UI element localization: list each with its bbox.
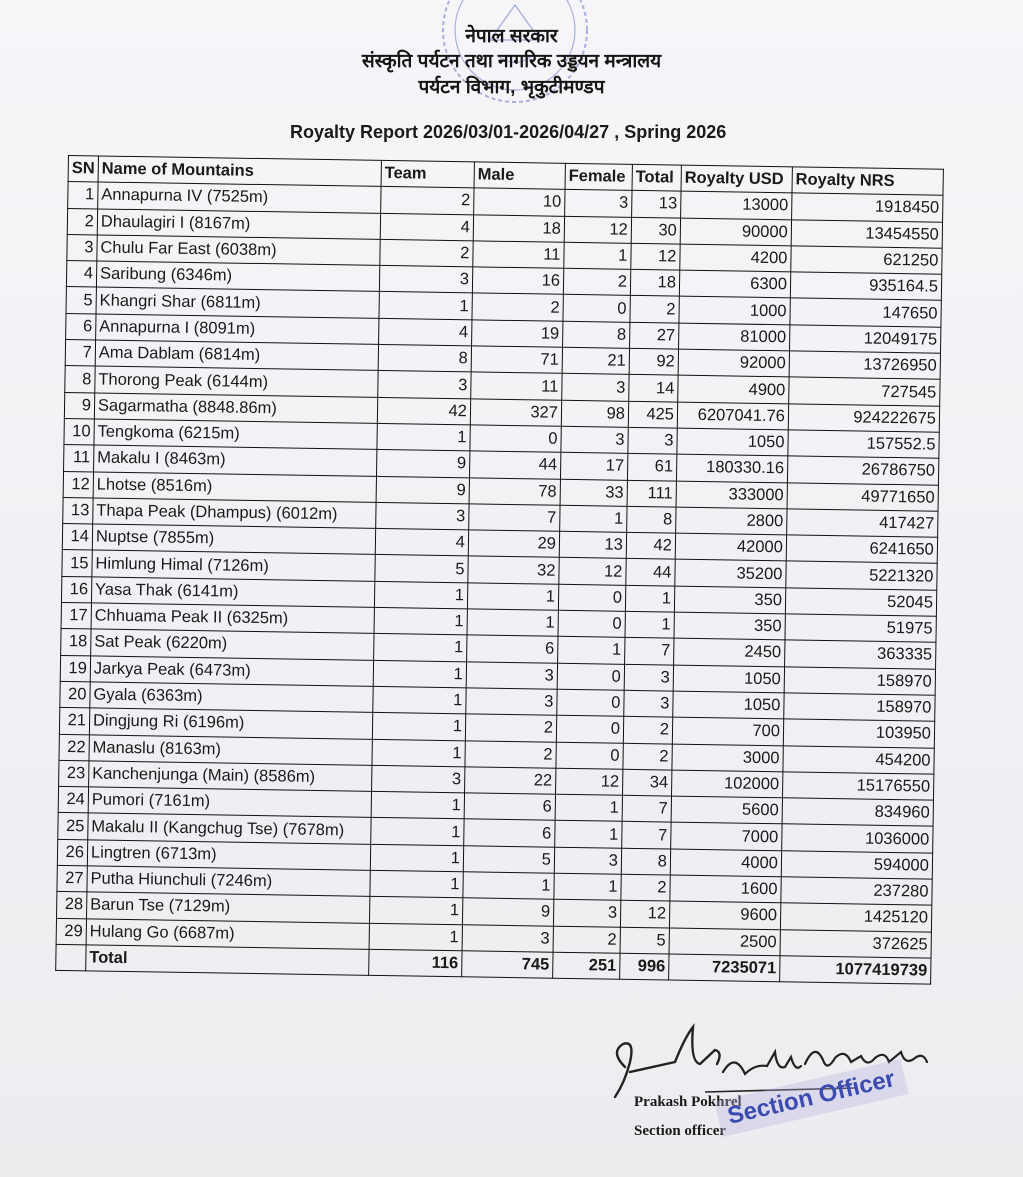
- cell-female: 0: [556, 742, 623, 769]
- cell-name: Lingtren (6713m): [87, 840, 370, 871]
- cell-male: 78: [469, 477, 560, 505]
- cell-royalty-usd: 4000: [670, 849, 781, 877]
- cell-sn: 10: [64, 418, 94, 445]
- totals-royalty-usd: 7235071: [669, 954, 780, 982]
- cell-team: 1: [370, 844, 463, 872]
- cell-male: 2: [465, 714, 556, 742]
- cell-name: Chhuama Peak II (6325m): [91, 603, 374, 634]
- cell-team: 1: [369, 897, 462, 925]
- cell-total: 3: [624, 664, 673, 691]
- cell-sn: 21: [59, 708, 89, 735]
- cell-team: 1: [379, 292, 472, 320]
- cell-royalty-nrs: 158970: [784, 666, 935, 695]
- cell-sn: 4: [66, 261, 96, 288]
- cell-male: 7: [469, 504, 560, 532]
- cell-royalty-usd: 2500: [669, 928, 780, 956]
- cell-royalty-usd: 9600: [669, 901, 780, 929]
- cell-royalty-nrs: 158970: [784, 693, 935, 722]
- cell-name: Yasa Thak (6141m): [91, 577, 374, 608]
- column-header-royalty-nrs: Royalty NRS: [792, 167, 943, 196]
- cell-total: 61: [627, 454, 676, 481]
- cell-male: 3: [466, 661, 557, 689]
- cell-name: Chulu Far East (6038m): [97, 235, 380, 266]
- cell-royalty-nrs: 12049175: [789, 325, 940, 354]
- cell-royalty-usd: 1000: [679, 297, 790, 325]
- cell-name: Himlung Himal (7126m): [92, 550, 375, 581]
- cell-male: 327: [470, 399, 561, 427]
- cell-total: 12: [620, 901, 669, 928]
- cell-total: 44: [626, 559, 675, 586]
- cell-male: 9: [462, 898, 553, 926]
- cell-royalty-usd: 2450: [673, 638, 784, 666]
- cell-royalty-usd: 42000: [675, 533, 786, 561]
- cell-royalty-nrs: 621250: [791, 246, 942, 275]
- totals-team: 116: [369, 949, 462, 977]
- cell-sn: 9: [64, 392, 94, 419]
- cell-team: 2: [381, 187, 474, 215]
- cell-male: 11: [473, 241, 564, 269]
- cell-name: Makalu I (8463m): [93, 445, 376, 476]
- cell-name: Dingjung Ri (6196m): [89, 708, 372, 739]
- cell-team: 9: [376, 450, 469, 478]
- cell-sn: 23: [59, 760, 89, 787]
- cell-total: 18: [630, 270, 679, 297]
- cell-male: 11: [471, 372, 562, 400]
- cell-female: 17: [560, 453, 627, 480]
- cell-team: 4: [378, 318, 471, 346]
- cell-female: 1: [564, 242, 631, 269]
- cell-male: 1: [467, 609, 558, 637]
- cell-name: Sat Peak (6220m): [91, 629, 374, 660]
- table-body: [56, 182, 943, 958]
- cell-team: 8: [378, 344, 471, 372]
- cell-royalty-nrs: 834960: [782, 798, 933, 827]
- header-ministry-name: संस्कृति पर्यटन तथा नागरिक उड्डयन मन्त्रालय: [361, 51, 662, 72]
- cell-male: 18: [473, 214, 564, 242]
- cell-sn: 8: [65, 366, 95, 393]
- cell-royalty-nrs: 13726950: [789, 351, 940, 380]
- cell-total: 92: [629, 348, 678, 375]
- cell-female: 13: [559, 531, 626, 558]
- cell-female: 1: [558, 637, 625, 664]
- cell-total: 3: [624, 690, 673, 717]
- cell-female: 21: [562, 347, 629, 374]
- cell-male: 10: [474, 188, 565, 216]
- cell-male: 1: [467, 583, 558, 611]
- cell-royalty-usd: 13000: [681, 191, 792, 219]
- totals-total: 996: [620, 953, 669, 980]
- cell-male: 6: [464, 819, 555, 847]
- cell-team: 1: [377, 423, 470, 451]
- cell-royalty-nrs: 52045: [785, 588, 936, 617]
- cell-female: 3: [561, 426, 628, 453]
- signatory-title: Section officer: [634, 1123, 727, 1139]
- cell-female: 1: [560, 505, 627, 532]
- cell-royalty-usd: 4200: [680, 244, 791, 272]
- cell-sn: 19: [60, 655, 90, 682]
- cell-team: 3: [376, 502, 469, 530]
- cell-royalty-nrs: 454200: [783, 745, 934, 774]
- cell-sn: 20: [60, 681, 90, 708]
- column-header-name: Name of Mountains: [98, 156, 381, 187]
- cell-name: Kanchenjunga (Main) (8586m): [88, 761, 371, 792]
- cell-royalty-nrs: 103950: [783, 719, 934, 748]
- cell-team: 1: [371, 791, 464, 819]
- cell-sn: 28: [57, 892, 87, 919]
- cell-name: Gyala (6363m): [90, 682, 373, 713]
- cell-royalty-usd: 35200: [675, 560, 786, 588]
- cell-female: 1: [554, 873, 621, 900]
- cell-team: 1: [374, 634, 467, 662]
- cell-royalty-nrs: 924222675: [788, 404, 939, 433]
- cell-total: 7: [622, 822, 671, 849]
- cell-sn: 13: [63, 497, 93, 524]
- cell-royalty-nrs: 26786750: [787, 456, 938, 485]
- cell-team: 1: [369, 923, 462, 951]
- totals-label: Total: [86, 945, 369, 976]
- cell-sn: 7: [65, 340, 95, 367]
- cell-sn: 15: [62, 550, 92, 577]
- cell-sn: 14: [62, 524, 92, 551]
- cell-team: 42: [377, 397, 470, 425]
- cell-team: 1: [372, 739, 465, 767]
- cell-royalty-usd: 1050: [673, 691, 784, 719]
- cell-male: 44: [469, 451, 560, 479]
- cell-sn: 3: [67, 234, 97, 261]
- cell-total: 1: [625, 611, 674, 638]
- cell-name: Thapa Peak (Dhampus) (6012m): [93, 498, 376, 529]
- cell-sn: 27: [57, 865, 87, 892]
- cell-male: 5: [463, 846, 554, 874]
- cell-name: Saribung (6346m): [96, 261, 379, 292]
- cell-sn: 6: [66, 313, 96, 340]
- cell-female: 2: [553, 926, 620, 953]
- cell-royalty-nrs: 15176550: [782, 772, 933, 801]
- cell-royalty-usd: 4900: [678, 375, 789, 403]
- cell-female: 3: [553, 900, 620, 927]
- cell-male: 16: [472, 267, 563, 295]
- column-header-sn: SN: [68, 156, 98, 183]
- cell-sn: 12: [63, 471, 93, 498]
- royalty-table: [55, 155, 944, 985]
- cell-royalty-usd: 6300: [679, 270, 790, 298]
- cell-royalty-usd: 700: [672, 717, 783, 745]
- column-header-royalty-usd: Royalty USD: [681, 165, 792, 193]
- cell-sn: 18: [61, 629, 91, 656]
- cell-female: 0: [557, 689, 624, 716]
- cell-name: Tengkoma (6215m): [94, 419, 377, 450]
- cell-female: 3: [562, 374, 629, 401]
- cell-total: 2: [621, 874, 670, 901]
- cell-royalty-usd: 350: [674, 612, 785, 640]
- totals-royalty-nrs: 1077419739: [780, 956, 931, 985]
- cell-royalty-nrs: 13454550: [791, 219, 942, 248]
- cell-male: 6: [464, 793, 555, 821]
- cell-sn: 5: [66, 287, 96, 314]
- cell-royalty-nrs: 157552.5: [788, 430, 939, 459]
- cell-team: 1: [374, 607, 467, 635]
- cell-female: 0: [558, 584, 625, 611]
- cell-royalty-usd: 333000: [676, 481, 787, 509]
- cell-female: 33: [560, 479, 627, 506]
- cell-sn: 29: [56, 918, 86, 945]
- cell-team: 2: [380, 239, 473, 267]
- cell-royalty-usd: 350: [674, 586, 785, 614]
- cell-female: 12: [559, 558, 626, 585]
- cell-royalty-usd: 102000: [671, 770, 782, 798]
- cell-sn: 2: [67, 208, 97, 235]
- cell-female: 1: [555, 821, 622, 848]
- cell-royalty-nrs: 363335: [784, 640, 935, 669]
- cell-total: 1: [625, 585, 674, 612]
- cell-team: 4: [380, 213, 473, 241]
- cell-royalty-nrs: 1918450: [791, 193, 942, 222]
- cell-male: 3: [466, 688, 557, 716]
- cell-team: 1: [374, 581, 467, 609]
- cell-total: 7: [624, 638, 673, 665]
- cell-name: Sagarmatha (8848.86m): [94, 393, 377, 424]
- cell-name: Khangri Shar (6811m): [96, 287, 379, 318]
- cell-team: 3: [379, 266, 472, 294]
- cell-total: 2: [630, 296, 679, 323]
- totals-male: 745: [462, 951, 553, 979]
- cell-male: 3: [462, 924, 553, 952]
- cell-name: Annapurna I (8091m): [96, 314, 379, 345]
- cell-royalty-usd: 2800: [676, 507, 787, 535]
- cell-royalty-nrs: 51975: [785, 614, 936, 643]
- cell-total: 3: [628, 427, 677, 454]
- cell-royalty-usd: 1050: [677, 428, 788, 456]
- header-government-name: नेपाल सरकार: [465, 26, 558, 47]
- cell-sn: 1: [68, 182, 98, 209]
- cell-royalty-usd: 7000: [671, 822, 782, 850]
- cell-royalty-usd: 1600: [670, 875, 781, 903]
- cell-male: 32: [468, 556, 559, 584]
- cell-team: 1: [373, 660, 466, 688]
- column-header-team: Team: [381, 160, 474, 188]
- cell-team: 5: [375, 555, 468, 583]
- cell-total: 8: [627, 506, 676, 533]
- cell-name: Thorong Peak (6144m): [95, 366, 378, 397]
- cell-royalty-nrs: 6241650: [786, 535, 937, 564]
- cell-royalty-nrs: 372625: [780, 929, 931, 958]
- cell-team: 4: [375, 529, 468, 557]
- cell-male: 19: [471, 320, 562, 348]
- cell-royalty-usd: 81000: [678, 323, 789, 351]
- cell-total: 2: [623, 743, 672, 770]
- cell-total: 8: [621, 848, 670, 875]
- cell-name: Makalu II (Kangchug Tse) (7678m): [88, 813, 371, 844]
- cell-female: 8: [562, 321, 629, 348]
- report-title: Royalty Report 2026/03/01-2026/04/27 , Spring 2026: [290, 122, 727, 142]
- cell-female: 1: [555, 794, 622, 821]
- cell-team: 3: [371, 765, 464, 793]
- cell-royalty-usd: 5600: [671, 796, 782, 824]
- cell-royalty-nrs: 5221320: [786, 561, 937, 590]
- cell-female: 12: [555, 768, 622, 795]
- cell-name: Barun Tse (7129m): [86, 892, 369, 923]
- cell-team: 1: [371, 818, 464, 846]
- cell-name: Putha Hiunchuli (7246m): [87, 866, 370, 897]
- cell-female: 0: [558, 610, 625, 637]
- cell-total: 34: [622, 769, 671, 796]
- cell-female: 2: [563, 268, 630, 295]
- totals-sn-cell: [56, 944, 86, 971]
- cell-female: 3: [565, 190, 632, 217]
- cell-royalty-nrs: 935164.5: [790, 272, 941, 301]
- cell-male: 22: [464, 767, 555, 795]
- totals-female: 251: [553, 952, 620, 979]
- cell-male: 2: [465, 740, 556, 768]
- signatory-name: Prakash Pokhrel: [634, 1094, 742, 1110]
- cell-royalty-usd: 6207041.76: [677, 402, 788, 430]
- cell-royalty-usd: 90000: [680, 218, 791, 246]
- cell-male: 2: [472, 293, 563, 321]
- section-officer-stamp: Section Officer: [714, 1059, 908, 1137]
- cell-sn: 26: [57, 839, 87, 866]
- cell-team: 9: [376, 476, 469, 504]
- cell-name: Hulang Go (6687m): [86, 918, 369, 949]
- cell-team: 1: [373, 686, 466, 714]
- cell-total: 30: [631, 217, 680, 244]
- cell-sn: 17: [61, 602, 91, 629]
- cell-female: 0: [563, 295, 630, 322]
- column-header-male: Male: [474, 162, 565, 190]
- cell-sn: 11: [64, 445, 94, 472]
- cell-total: 5: [620, 927, 669, 954]
- cell-sn: 24: [58, 787, 88, 814]
- cell-male: 6: [467, 635, 558, 663]
- cell-name: Manaslu (8163m): [89, 734, 372, 765]
- cell-royalty-usd: 3000: [672, 744, 783, 772]
- cell-royalty-nrs: 417427: [787, 509, 938, 538]
- cell-total: 42: [626, 532, 675, 559]
- cell-royalty-usd: 1050: [673, 665, 784, 693]
- cell-total: 425: [628, 401, 677, 428]
- cell-name: Ama Dablam (6814m): [95, 340, 378, 371]
- cell-male: 1: [463, 872, 554, 900]
- cell-female: 3: [554, 847, 621, 874]
- cell-team: 1: [372, 713, 465, 741]
- header-department-name: पर्यटन विभाग, भृकुटीमण्डप: [418, 77, 605, 98]
- cell-name: Jarkya Peak (6473m): [90, 656, 373, 687]
- column-header-total: Total: [632, 164, 681, 191]
- cell-male: 29: [468, 530, 559, 558]
- cell-male: 71: [471, 346, 562, 374]
- cell-female: 12: [564, 216, 631, 243]
- cell-royalty-nrs: 727545: [789, 377, 940, 406]
- cell-sn: 25: [58, 813, 88, 840]
- cell-royalty-usd: 180330.16: [676, 454, 787, 482]
- cell-name: Pumori (7161m): [88, 787, 371, 818]
- cell-name: Annapurna IV (7525m): [98, 182, 381, 213]
- cell-team: 1: [370, 870, 463, 898]
- cell-total: 14: [629, 375, 678, 402]
- cell-royalty-nrs: 237280: [781, 877, 932, 906]
- cell-royalty-nrs: 1036000: [782, 824, 933, 853]
- cell-female: 0: [556, 715, 623, 742]
- cell-name: Lhotse (8516m): [93, 472, 376, 503]
- cell-sn: 16: [61, 576, 91, 603]
- cell-total: 7: [622, 795, 671, 822]
- cell-total: 12: [631, 243, 680, 270]
- cell-female: 98: [561, 400, 628, 427]
- cell-team: 3: [378, 371, 471, 399]
- cell-royalty-nrs: 594000: [781, 851, 932, 880]
- cell-name: Dhaulagiri I (8167m): [97, 209, 380, 240]
- cell-total: 111: [627, 480, 676, 507]
- cell-royalty-usd: 92000: [678, 349, 789, 377]
- cell-total: 27: [629, 322, 678, 349]
- cell-royalty-nrs: 147650: [790, 298, 941, 327]
- cell-royalty-nrs: 1425120: [780, 903, 931, 932]
- cell-total: 2: [623, 717, 672, 744]
- cell-name: Nuptse (7855m): [92, 524, 375, 555]
- column-header-female: Female: [565, 163, 632, 190]
- cell-female: 0: [557, 663, 624, 690]
- cell-sn: 22: [59, 734, 89, 761]
- cell-royalty-nrs: 49771650: [787, 482, 938, 511]
- cell-male: 0: [470, 425, 561, 453]
- cell-total: 13: [632, 191, 681, 218]
